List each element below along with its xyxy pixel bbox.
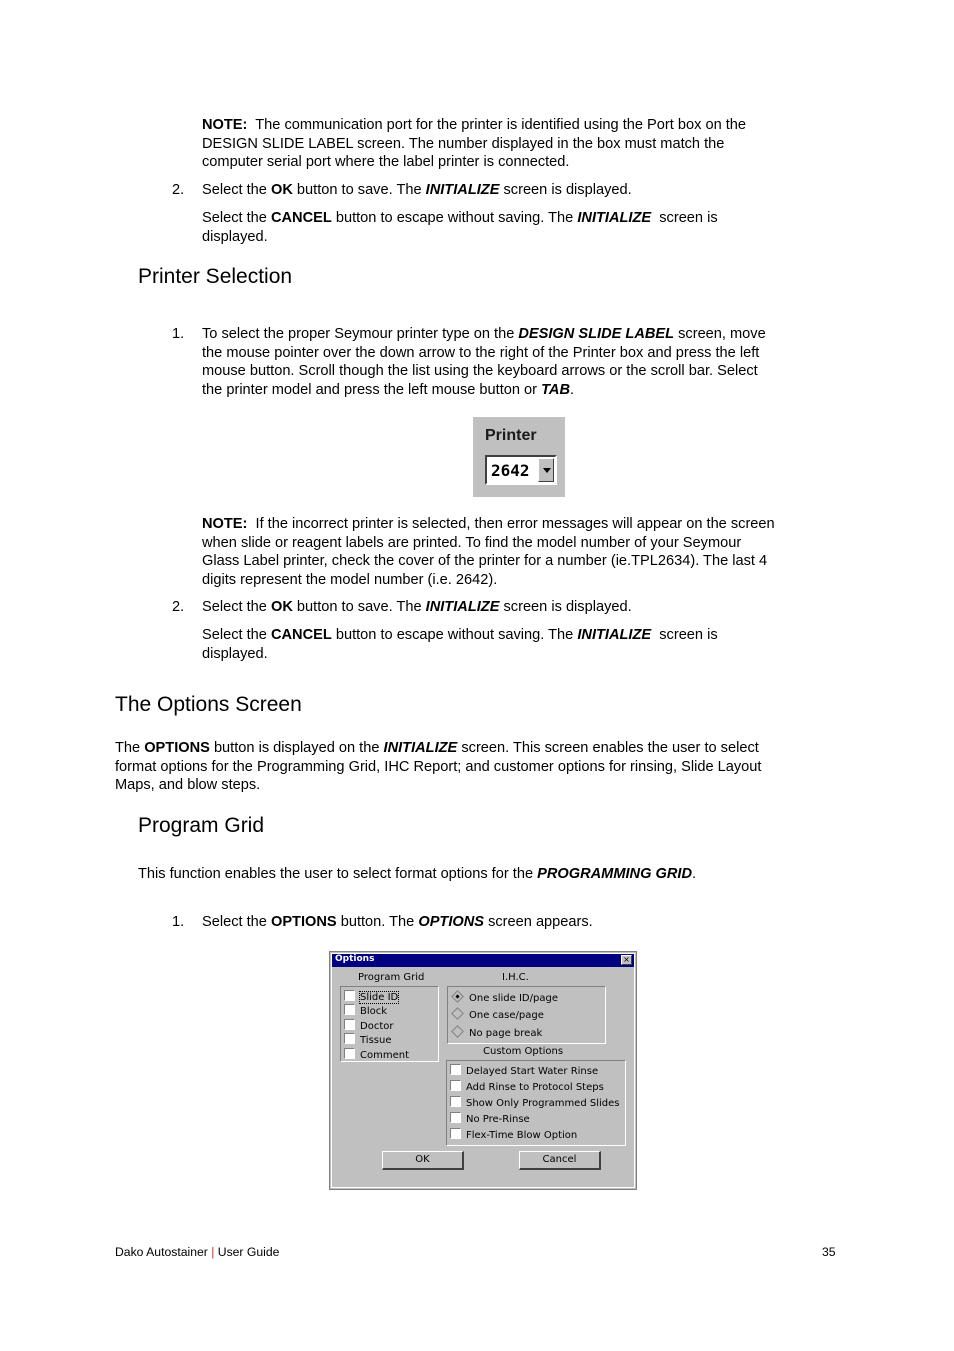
- printer-widget-screenshot: [473, 417, 565, 497]
- program-grid-option[interactable]: Doctor: [344, 1019, 393, 1033]
- program-grid-option[interactable]: Block: [344, 1004, 387, 1018]
- note-paragraph: [202, 116, 842, 172]
- checkbox[interactable]: [344, 1033, 355, 1044]
- options-dialog: [329, 951, 637, 1190]
- custom-option[interactable]: No Pre-Rinse: [450, 1112, 530, 1126]
- custom-option[interactable]: Show Only Programmed Slides: [450, 1096, 619, 1110]
- section-heading-options-screen: The Options Screen: [115, 693, 302, 716]
- step-text: Select the OK button to save. The INITIALIZE screen is displayed.: [202, 182, 632, 198]
- printer-label: Printer: [485, 427, 537, 444]
- radio[interactable]: [451, 1007, 464, 1020]
- custom-options-group: [446, 1060, 626, 1146]
- section-heading-printer-selection: Printer Selection: [138, 265, 293, 288]
- checkbox[interactable]: [450, 1080, 461, 1091]
- note-paragraph: NOTE: If the incorrect printer is selected, then error messages will appear on the screen when slide or reagent labels are printed. To find the model number of your Seymour Glass Label printer, check the cover of the printer for a number (ie.TPL2634). The last 4 digits represent the model number (i.e. 2642).: [202, 516, 775, 588]
- page-number: 35: [822, 1245, 836, 1259]
- chevron-down-icon[interactable]: [538, 458, 554, 482]
- program-grid-option[interactable]: Slide ID: [344, 990, 398, 1004]
- program-grid-option[interactable]: Tissue: [344, 1033, 392, 1047]
- footer-divider: |: [211, 1245, 215, 1259]
- cancel-paragraph: Select the CANCEL button to escape without saving. The INITIALIZE screen is displayed.: [202, 210, 718, 245]
- custom-option[interactable]: Add Rinse to Protocol Steps: [450, 1080, 604, 1094]
- checkbox[interactable]: [450, 1128, 461, 1139]
- footer-title: Dako Autostainer | User Guide: [115, 1245, 280, 1259]
- step-number: 2.: [172, 599, 185, 615]
- custom-option[interactable]: Delayed Start Water Rinse: [450, 1064, 598, 1078]
- checkbox[interactable]: [450, 1112, 461, 1123]
- cancel-paragraph: Select the CANCEL button to escape without saving. The INITIALIZE screen is displayed.: [202, 627, 718, 662]
- cancel-button[interactable]: Cancel: [519, 1151, 601, 1170]
- program-grid-group-label: Program Grid: [358, 972, 425, 983]
- checkbox[interactable]: [344, 990, 355, 1001]
- checkbox[interactable]: [450, 1064, 461, 1075]
- program-grid-group: [340, 986, 439, 1062]
- custom-option[interactable]: Flex-Time Blow Option: [450, 1128, 577, 1142]
- checkbox[interactable]: [344, 1004, 355, 1015]
- step-text: To select the proper Seymour printer type on the DESIGN SLIDE LABEL screen, move the mouse pointer over the down arrow to the right of the Printer box and press the left mouse button. Scroll though the list using the keyboard arrows or the scroll bar. Select the printer model and press the left mouse button or TAB.: [202, 326, 766, 398]
- ihc-group-label: I.H.C.: [502, 972, 529, 983]
- radio-selected[interactable]: [451, 990, 464, 1003]
- checkbox[interactable]: [450, 1096, 461, 1107]
- section-heading-program-grid: Program Grid: [138, 814, 265, 837]
- program-grid-option[interactable]: Comment: [344, 1048, 409, 1062]
- ihc-option[interactable]: No page break: [451, 1027, 542, 1041]
- ihc-option[interactable]: One slide ID/page: [451, 992, 558, 1006]
- ok-button[interactable]: OK: [382, 1151, 464, 1170]
- step-number: 2.: [172, 182, 185, 198]
- program-grid-intro: This function enables the user to select format options for the PROGRAMMING GRID.: [138, 866, 697, 882]
- note-label: NOTE:: [202, 117, 248, 133]
- printer-value: 2642: [491, 461, 530, 480]
- dialog-titlebar: [332, 954, 634, 967]
- close-icon[interactable]: ×: [621, 955, 632, 965]
- ihc-group: [447, 986, 606, 1044]
- dialog-title: Options: [335, 954, 375, 964]
- custom-options-label: Custom Options: [483, 1046, 564, 1057]
- step-text: Select the OK button to save. The INITIALIZE screen is displayed.: [202, 599, 632, 615]
- step-number: 1.: [172, 326, 185, 342]
- note-text: computer serial port where the label printer is connected.: [202, 154, 570, 170]
- radio[interactable]: [451, 1025, 464, 1038]
- checkbox[interactable]: [344, 1019, 355, 1030]
- note-text: DESIGN SLIDE LABEL screen. The number displayed in the box must match the: [202, 135, 725, 152]
- step-text: Select the OPTIONS button. The OPTIONS screen appears.: [202, 914, 593, 930]
- ihc-option[interactable]: One case/page: [451, 1009, 544, 1023]
- checkbox[interactable]: [344, 1048, 355, 1059]
- printer-select[interactable]: [485, 455, 557, 485]
- note-text: The communication port for the printer is identified using the Port box on the: [247, 117, 747, 133]
- step-number: 1.: [172, 914, 185, 930]
- options-paragraph: The OPTIONS button is displayed on the INITIALIZE screen. This screen enables the user to select format options for the Programming Grid, IHC Report; and customer options for rinsing, Slide Layout Maps, and blow steps.: [115, 740, 762, 793]
